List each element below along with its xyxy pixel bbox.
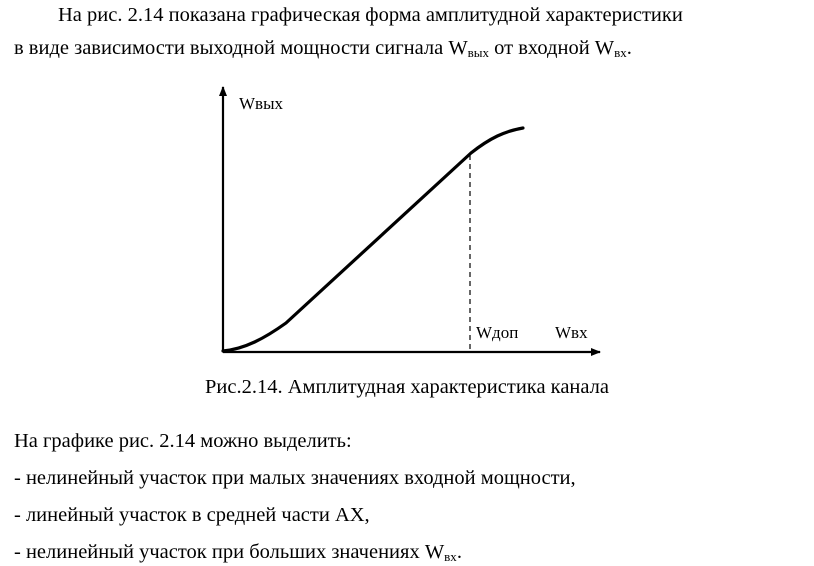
characteristic-curve bbox=[223, 128, 523, 351]
subscript-input: вх bbox=[614, 45, 627, 60]
list-intro: На графике рис. 2.14 можно выделить: bbox=[14, 430, 352, 452]
figure-caption: Рис.2.14. Амплитудная характеристика канала bbox=[205, 376, 609, 398]
paragraph-text-middle: от входной W bbox=[489, 37, 615, 59]
paragraph-text-end: . bbox=[626, 37, 632, 59]
list-item-end: . bbox=[456, 541, 462, 563]
subscript-output: вых bbox=[467, 45, 490, 60]
subscript-input: вх bbox=[444, 549, 457, 564]
list-item: - линейный участок в средней части АХ, bbox=[14, 504, 370, 526]
x-axis-label: Wвх bbox=[555, 323, 588, 342]
paragraph-text-prefix: в виде зависимости выходной мощности сигнала W bbox=[14, 37, 468, 59]
list-item bbox=[14, 539, 462, 565]
list-item: - нелинейный участок при малых значениях входной мощности, bbox=[14, 467, 576, 489]
list-item-text: - нелинейный участок при больших значениях W bbox=[14, 541, 445, 563]
y-axis-label: Wвых bbox=[239, 94, 283, 113]
paragraph-line-2 bbox=[14, 35, 632, 61]
paragraph-line-1 bbox=[58, 2, 683, 28]
paragraph-text: На рис. 2.14 показана графическая форма амплитудной характеристики bbox=[58, 4, 683, 26]
wdop-label: Wдоп bbox=[476, 323, 519, 342]
